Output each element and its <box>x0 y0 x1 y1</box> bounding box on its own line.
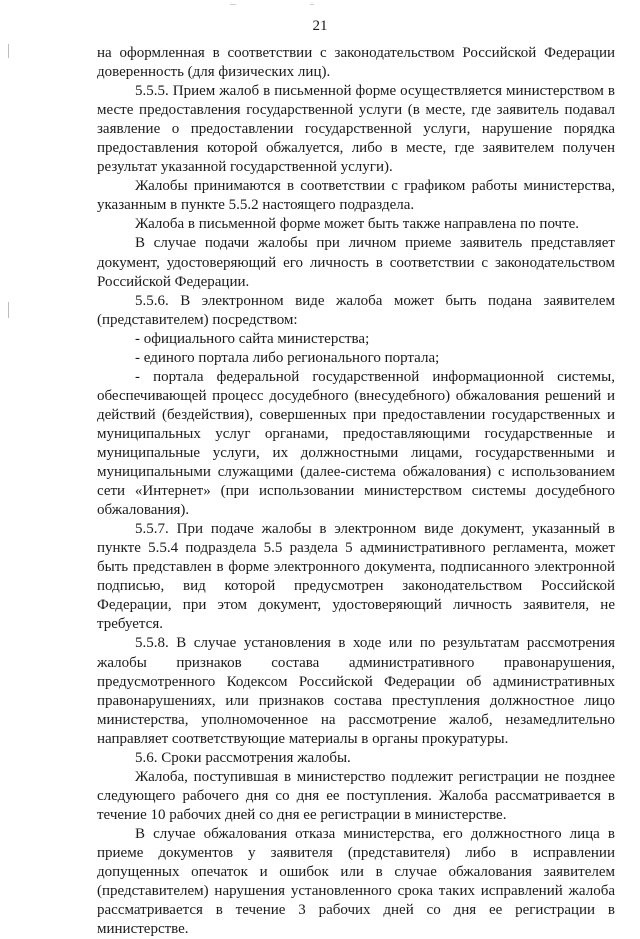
paragraph-5-5-6: 5.5.6. В электронном виде жалоба может быть подана заявителем (представителем) посредством: <box>97 292 615 328</box>
document-body <box>97 44 615 939</box>
scan-edge-mark <box>8 44 9 58</box>
paragraph-5-5-8: 5.5.8. В случае установления в ходе или по результатам рассмотрения жалобы признаков состава административного правонарушения, предусмотренного Кодексом Российской Федерации об административных правонарушениях, или признаков состава преступления должностное лицо министерства, уполномоченное на рассмотрение жалоб, незамедлительно направляет соответствующие материалы в органы прокуратуры. <box>97 635 615 747</box>
paragraph-registration: Жалоба, поступившая в министерство подлежит регистрации не позднее следующего рабочего дня со дня ее поступления. Жалоба рассматривается в течение 10 рабочих дней со дня ее регистрации в министерстве. <box>97 768 615 823</box>
paragraph-5-5-5: 5.5.5. Прием жалоб в письменной форме осуществляется министерством в месте предоставления государственной услуги (в месте, где заявитель подавал заявление о предоставлении государственной услуги, нарушение порядка предоставления которой обжалуется, либо в месте, где заявителем получен результат указанной государственной услуги). <box>97 83 615 176</box>
scan-speck <box>230 4 236 5</box>
list-item-federal-portal: - портала федеральной государственной информационной системы, обеспечивающей процесс досудебного (внесудебного) обжалования решений и действий (бездействия), совершенных при предоставлении государственных и муниципальных услуг органами, предоставляющими государственные и муниципальные услуги, их должностными лицами, государственными и муниципальными служащими (далее-система обжалования) с использованием сети «Интернет» (при использовании министерством системы досудебного обжалования). <box>97 368 615 519</box>
section-heading-5-6: 5.6. Сроки рассмотрения жалобы. <box>135 749 351 766</box>
list-item-portal: - единого портала либо регионального портала; <box>135 349 440 366</box>
paragraph-mail: Жалоба в письменной форме может быть также направлена по почте. <box>135 216 580 233</box>
paragraph-personal-reception: В случае подачи жалобы при личном приеме заявитель представляет документ, удостоверяющий его личность в соответствии с законодательством Российской Федерации. <box>97 235 615 290</box>
paragraph-continuation: на оформленная в соответствии с законодательством Российской Федерации доверенность (для физических лиц). <box>97 45 615 81</box>
paragraph-schedule: Жалобы принимаются в соответствии с графиком работы министерства, указанным в пункте 5.5.2 настоящего подраздела. <box>97 178 615 214</box>
scan-edge-mark <box>8 302 9 318</box>
page-number: 21 <box>312 18 328 34</box>
paragraph-5-5-7: 5.5.7. При подаче жалобы в электронном виде документ, указанный в пункте 5.5.4 подраздела 5.5 раздела 5 административного регламента, может быть представлен в форме электронного документа, подписанного электронной подписью, вид которой предусмотрен законодательством Российской Федерации, при этом документ, удостоверяющий личность заявителя, не требуется. <box>97 521 615 633</box>
paragraph-refusal-appeal: В случае обжалования отказа министерства, его должностного лица в приеме документов у заявителя (представителя) либо в исправлении допущенных опечаток и ошибок или в случае обжалования заявителем (представителем) нарушения установленного срока таких исправлений жалоба рассматривается в течение 3 рабочих дней со дня ее регистрации в министерстве. <box>97 825 615 938</box>
list-item-official-site: - официального сайта министерства; <box>135 330 370 347</box>
scan-speck <box>310 4 314 5</box>
